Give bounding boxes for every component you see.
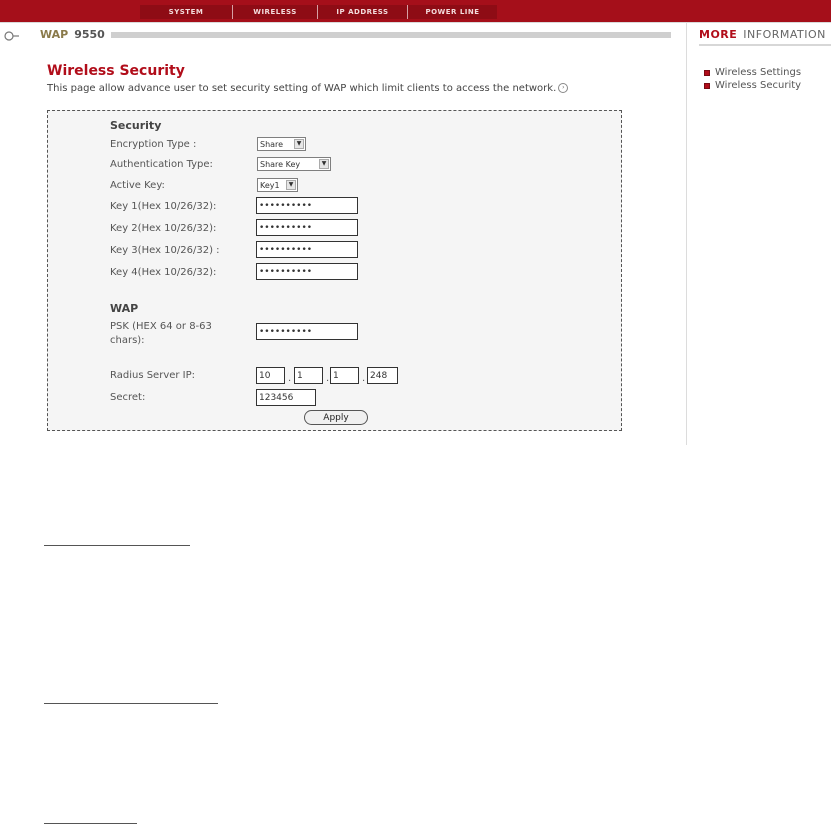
chevron-down-icon: ▼ bbox=[294, 139, 304, 149]
active-key-value: Key1 bbox=[260, 180, 280, 190]
radius-ip-octet-1[interactable]: 10 bbox=[256, 367, 285, 384]
link-label: Wireless Settings bbox=[715, 67, 802, 78]
key4-label: Key 4(Hex 10/26/32): bbox=[110, 267, 217, 278]
encryption-type-select[interactable] bbox=[257, 137, 306, 151]
radius-ip-octet-4[interactable]: 248 bbox=[367, 367, 398, 384]
radius-server-label: Radius Server IP: bbox=[110, 370, 196, 381]
more-info-title-b: INFORMATION bbox=[743, 28, 826, 41]
page-description bbox=[47, 83, 568, 94]
key1-label: Key 1(Hex 10/26/32): bbox=[110, 201, 217, 212]
more-info-title-a: MORE bbox=[699, 28, 738, 41]
main-nav bbox=[140, 5, 497, 19]
sidebar-divider bbox=[686, 22, 687, 445]
link-wireless-security[interactable] bbox=[704, 79, 801, 92]
section-rule bbox=[44, 703, 218, 704]
nav-wireless[interactable]: WIRELESS bbox=[232, 5, 317, 19]
more-arrow-icon[interactable]: › bbox=[558, 83, 568, 93]
more-info-rule bbox=[699, 44, 831, 46]
key3-label: Key 3(Hex 10/26/32) : bbox=[110, 245, 220, 256]
page-title: Wireless Security bbox=[47, 63, 185, 79]
brand-arrow-icon bbox=[4, 30, 20, 42]
encryption-type-value: Share bbox=[260, 139, 284, 149]
nav-system[interactable]: SYSTEM bbox=[140, 5, 232, 19]
ip-dot: . bbox=[362, 373, 366, 384]
more-info-links bbox=[704, 66, 801, 92]
key3-input[interactable]: •••••••••• bbox=[256, 241, 358, 258]
active-key-select[interactable] bbox=[257, 178, 298, 192]
psk-input[interactable]: •••••••••• bbox=[256, 323, 358, 340]
chevron-down-icon: ▼ bbox=[319, 159, 329, 169]
radius-ip-octet-2[interactable]: 1 bbox=[294, 367, 323, 384]
apply-button[interactable]: Apply bbox=[304, 410, 368, 425]
psk-label: PSK (HEX 64 or 8-63 chars): bbox=[110, 321, 212, 346]
key2-label: Key 2(Hex 10/26/32): bbox=[110, 223, 217, 234]
header-separator bbox=[0, 22, 831, 23]
secret-label: Secret: bbox=[110, 392, 146, 403]
brand-logo bbox=[40, 28, 105, 41]
top-nav-bar bbox=[0, 0, 831, 23]
nav-ip-address[interactable]: IP ADDRESS bbox=[317, 5, 407, 19]
key1-input[interactable]: •••••••••• bbox=[256, 197, 358, 214]
key4-input[interactable]: •••••••••• bbox=[256, 263, 358, 280]
brand-name: WAP bbox=[40, 28, 69, 41]
authentication-type-label: Authentication Type: bbox=[110, 159, 213, 170]
ip-dot: . bbox=[288, 373, 292, 384]
page-description-text: This page allow advance user to set security setting of WAP which limit clients to access the network. bbox=[47, 83, 557, 94]
bullet-icon bbox=[704, 70, 710, 76]
secret-input[interactable]: 123456 bbox=[256, 389, 316, 406]
authentication-type-value: Share Key bbox=[260, 159, 301, 169]
encryption-type-label: Encryption Type : bbox=[110, 139, 197, 150]
more-info-title bbox=[699, 28, 826, 41]
nav-power-line[interactable]: POWER LINE bbox=[407, 5, 497, 19]
link-label: Wireless Security bbox=[715, 80, 802, 91]
brand-model: 9550 bbox=[74, 28, 105, 41]
wap-heading: WAP bbox=[110, 302, 139, 315]
authentication-type-select[interactable] bbox=[257, 157, 331, 171]
active-key-label: Active Key: bbox=[110, 180, 165, 191]
bullet-icon bbox=[704, 83, 710, 89]
section-rule bbox=[44, 823, 137, 824]
radius-ip-octet-3[interactable]: 1 bbox=[330, 367, 359, 384]
key2-input[interactable]: •••••••••• bbox=[256, 219, 358, 236]
link-wireless-settings[interactable] bbox=[704, 66, 801, 79]
chevron-down-icon: ▼ bbox=[286, 180, 296, 190]
security-heading: Security bbox=[110, 119, 162, 132]
brand-rule bbox=[111, 32, 671, 38]
ip-dot: . bbox=[326, 373, 330, 384]
security-form-panel bbox=[47, 110, 622, 431]
section-rule bbox=[44, 545, 190, 546]
